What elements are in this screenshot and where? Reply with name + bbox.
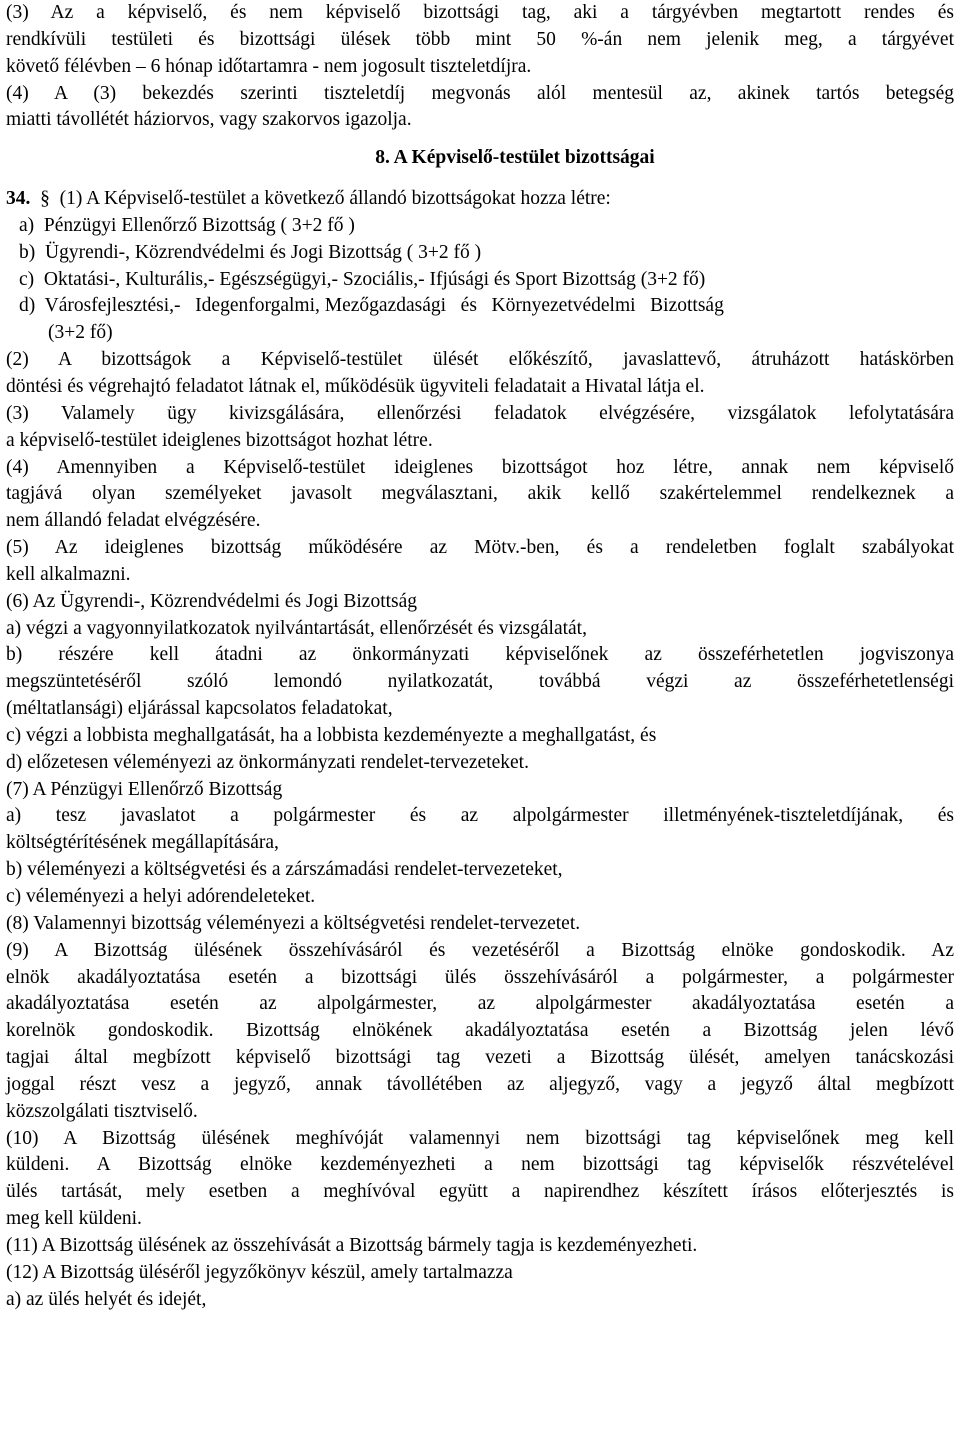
text-line: közszolgálati tisztviselő. [6, 1100, 198, 1122]
text-line: költségtérítésének megállapítására, [6, 832, 279, 854]
text-line: a) tesz javaslatot a polgármester és az alpolgármester illetményének-tiszteletdíjának, és [6, 805, 954, 827]
text-line: a képviselő-testület ideiglenes bizottságot hozhat létre. [6, 429, 433, 451]
text-line: miatti távollétét háziorvos, vagy szakorvos igazolja. [6, 109, 412, 131]
section-34 [6, 186, 954, 1313]
text-line: (3) Valamely ügy kivizsgálására, ellenőrzési feladatok elvégzésére, vizsgálatok lefolytatására [6, 402, 954, 424]
text-line: elnök akadályoztatása esetén a bizottsági ülés összehívásáról a polgármester, a polgármester [6, 966, 954, 988]
paragraph-3 [6, 0, 954, 81]
text-line: (7) A Pénzügyi Ellenőrző Bizottság [6, 778, 283, 800]
list-item [6, 267, 954, 294]
text-line: b) részére kell átadni az önkormányzati képviselőnek az összeférhetetlen jogviszonya [6, 644, 954, 666]
text-line: döntési és végrehajtó feladatot látnak el, működésük ügyviteli feladatait a Hivatal látja el. [6, 375, 705, 397]
list-item [6, 240, 954, 267]
text-line: (6) Az Ügyrendi-, Közrendvédelmi és Jogi Bizottság [6, 590, 418, 612]
text-line: (12) A Bizottság üléséről jegyzőkönyv készül, amely tartalmazza [6, 1261, 513, 1283]
text-line: nem állandó feladat elvégzésére. [6, 510, 261, 532]
text-line: (5) Az ideiglenes bizottság működésére az Mötv.-ben, és a rendeletben foglalt szabályokat [6, 537, 954, 559]
text-line: akadályoztatása esetén az alpolgármester, az alpolgármester akadályoztatása esetén a [6, 993, 954, 1015]
text-line: joggal részt vesz a jegyző, annak távollétében az aljegyző, vagy a jegyző által megbízott [6, 1073, 954, 1095]
list-item-continuation: (3+2 fő) [48, 322, 113, 344]
list-item [6, 213, 954, 240]
text-line: (8) Valamennyi bizottság véleményezi a költségvetési rendelet-tervezetet. [6, 912, 581, 934]
text-line: (4) A (3) bekezdés szerinti tiszteletdíj megvonás alól mentesül az, akinek tartós betegség [6, 82, 954, 104]
section-heading: 8. A Képviselő-testület bizottságai [375, 147, 655, 169]
text-line: korelnök gondoskodik. Bizottság elnökének akadályoztatása esetén a Bizottság jelen lévő [6, 1020, 954, 1042]
section-number: 34. [6, 188, 31, 210]
text-line: (11) A Bizottság ülésének az összehívását a Bizottság bármely tagja is kezdeményezheti. [6, 1234, 698, 1256]
section-34-body [6, 347, 954, 1313]
text-line: ülés tartását, mely esetben a meghívóval együtt a napirendhez készített írásos előterjesztés is [6, 1181, 954, 1203]
list-item-text: a) Pénzügyi Ellenőrző Bizottság ( 3+2 fő ) [19, 214, 355, 236]
text-line: rendkívüli testületi és bizottsági ülések több mint 50 %-án nem jelenik meg, a tárgyévet [6, 28, 954, 50]
list-item-text: c) Oktatási-, Kulturális,- Egészségügyi,- Szociális,- Ifjúsági és Sport Bizottság (3+2 fő) [19, 268, 706, 290]
text-line: tagjává olyan személyeket javasolt megválasztani, akik kellő szakértelemmel rendelkeznek a [6, 483, 954, 505]
text-line: d) előzetesen véleményezi az önkormányzati rendelet-tervezeteket. [6, 751, 529, 773]
text-line: b) véleményezi a költségvetési és a zárszámadási rendelet-tervezeteket, [6, 859, 563, 881]
text-line: követő félévben – 6 hónap időtartamra - nem jogosult tiszteletdíjra. [6, 55, 532, 77]
list-item-text: b) Ügyrendi-, Közrendvédelmi és Jogi Bizottság ( 3+2 fő ) [19, 241, 482, 263]
text-line: (3) Az a képviselő, és nem képviselő bizottsági tag, aki a tárgyévben megtartott rendes és [6, 2, 954, 23]
text-line: (10) A Bizottság ülésének meghívóját valamennyi nem bizottsági tag képviselőnek meg kell [6, 1127, 954, 1149]
text-line: c) véleményezi a helyi adórendeleteket. [6, 886, 316, 907]
list-item [6, 293, 954, 347]
section-34-lead [6, 186, 954, 213]
section-sign-icon: § [35, 188, 55, 210]
text-line: a) az ülés helyét és idejét, [6, 1288, 207, 1310]
text-line: (9) A Bizottság ülésének összehívásáról és vezetéséről a Bizottság elnöke gondoskodik. Az [6, 939, 954, 961]
text-line: megszüntetéséről szóló lemondó nyilatkozatát, továbbá végzi az összeférhetetlenségi [6, 671, 954, 693]
text-line: c) végzi a lobbista meghallgatását, ha a lobbista kezdeményezte a meghallgatást, és [6, 724, 657, 746]
text-line: meg kell küldeni. [6, 1208, 142, 1230]
text-line: (4) Amennyiben a Képviselő-testület ideiglenes bizottságot hoz létre, annak nem képviselő [6, 456, 954, 478]
list-item-text: d) Városfejlesztési,- Idegenforgalmi, Mezőgazdasági és Környezetvédelmi Bizottság [19, 295, 724, 317]
text-line: (2) A bizottságok a Képviselő-testület ülését előkészítő, javaslattevő, átruházott hatáskörben [6, 349, 954, 371]
paragraph-4 [6, 81, 954, 135]
text-line: tagjai által megbízott képviselő bizottsági tag vezeti a Bizottság ülését, amelyen tanácskozási [6, 1047, 954, 1069]
text-line: (méltatlansági) eljárással kapcsolatos feladatokat, [6, 698, 393, 720]
text-line: a) végzi a vagyonnyilatkozatok nyilvántartását, ellenőrzését és vizsgálatát, [6, 617, 587, 639]
section-lead-text: (1) A Képviselő-testület a következő állandó bizottságokat hozza létre: [59, 188, 611, 210]
committee-list [6, 213, 954, 347]
text-line: kell alkalmazni. [6, 563, 131, 585]
text-line: küldeni. A Bizottság elnöke kezdeményezheti a nem bizottsági tag képviselők részvételével [6, 1154, 954, 1176]
